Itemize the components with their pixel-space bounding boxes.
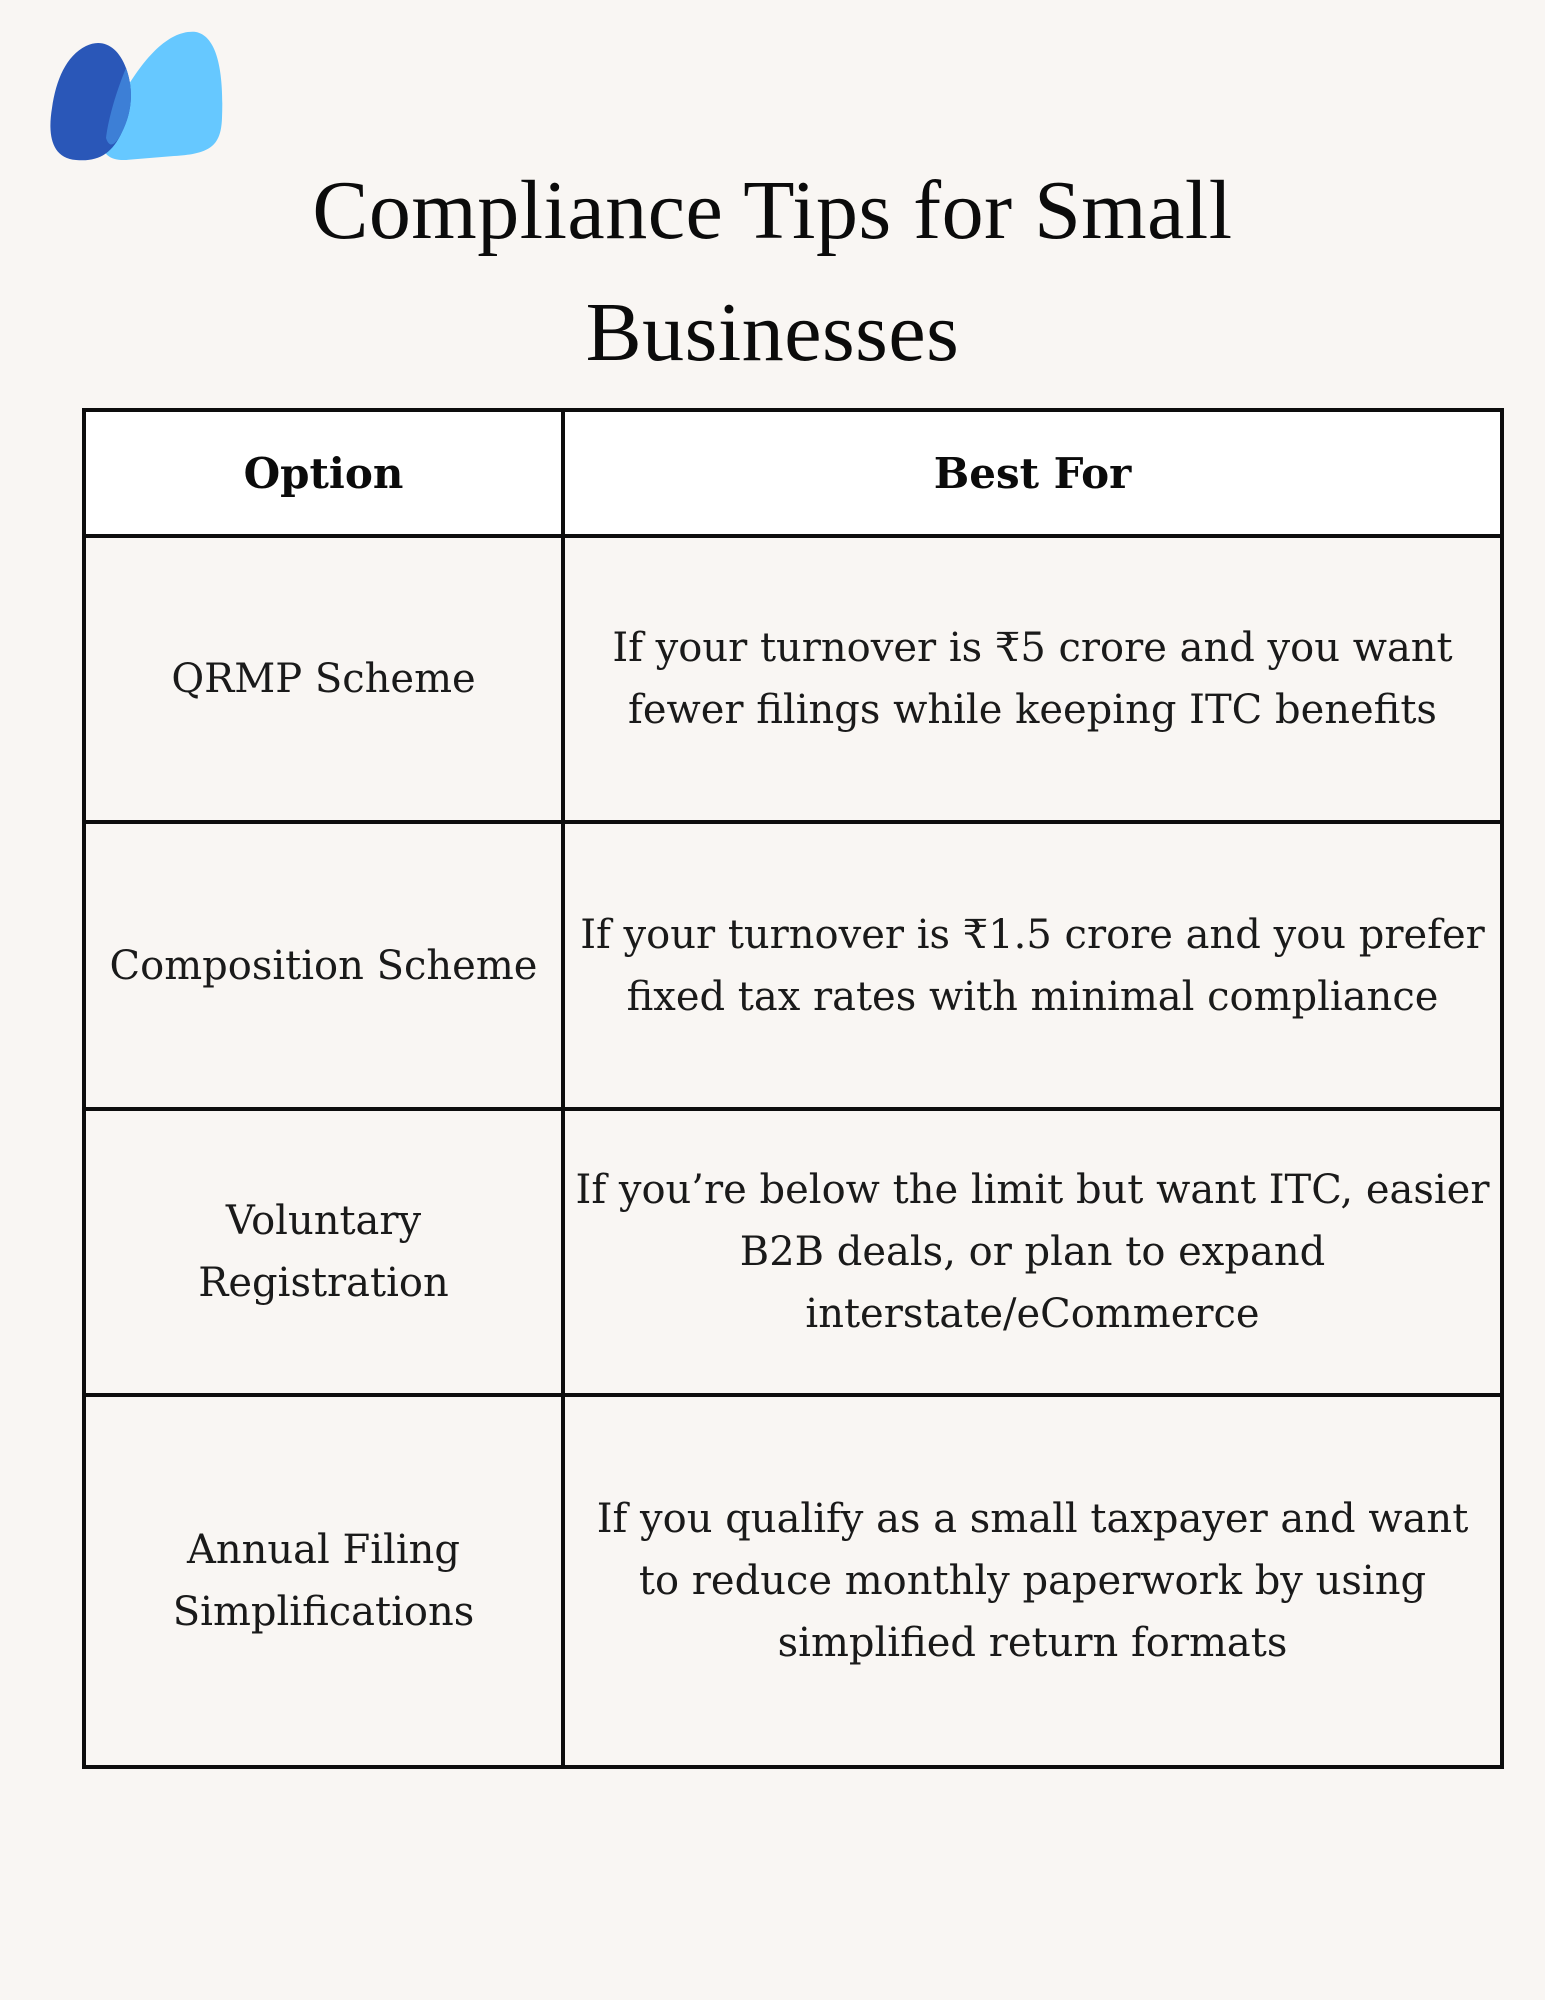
best-for-cell: If your turnover is ₹5 crore and you want fewer filings while keeping ITC benefits [563, 536, 1502, 822]
table-header-row [84, 410, 1502, 536]
best-for-cell: If your turnover is ₹1.5 crore and you prefer fixed tax rates with minimal compliance [563, 822, 1502, 1108]
table-row [84, 1109, 1502, 1395]
best-for-cell: If you’re below the limit but want ITC, easier B2B deals, or plan to expand interstate/eCommerce [563, 1109, 1502, 1395]
option-cell: QRMP Scheme [84, 536, 563, 822]
page-title-line-1: Compliance Tips for Small [312, 164, 1233, 257]
option-cell: Composition Scheme [84, 822, 563, 1108]
table-row [84, 536, 1502, 822]
page-title-line-2: Businesses [585, 286, 960, 379]
best-for-cell: If you qualify as a small taxpayer and want to reduce monthly paperwork by using simplified return formats [563, 1395, 1502, 1767]
brand-logo-icon [46, 28, 228, 166]
header-best-for: Best For [563, 410, 1502, 536]
page-title [0, 150, 1545, 394]
option-cell: Voluntary Registration [84, 1109, 563, 1395]
table-row [84, 1395, 1502, 1767]
header-option: Option [84, 410, 563, 536]
compliance-tips-table [82, 408, 1504, 1769]
option-cell: Annual Filing Simplifications [84, 1395, 563, 1767]
table-row [84, 822, 1502, 1108]
